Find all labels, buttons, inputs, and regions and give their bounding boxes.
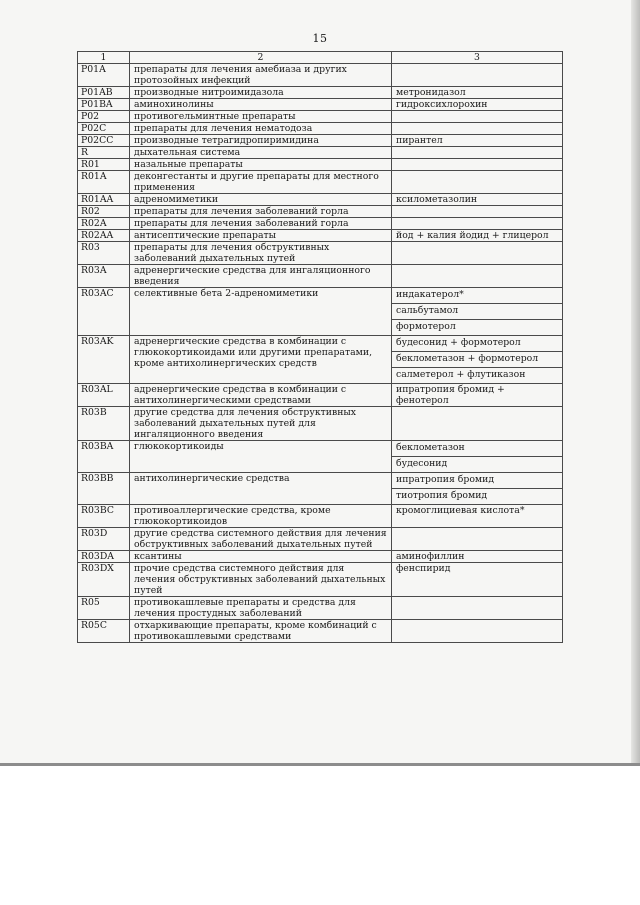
drug-names-cell xyxy=(392,528,563,551)
group-name-cell: ксантины xyxy=(130,551,392,563)
table-row xyxy=(78,265,563,288)
group-name-cell: противоаллергические средства, кроме глюкокортикоидов xyxy=(130,505,392,528)
group-name-cell: препараты для лечения нематодоза xyxy=(130,123,392,135)
atc-code-cell: R xyxy=(78,147,130,159)
table-row xyxy=(78,159,563,171)
atc-code-cell: R05C xyxy=(78,620,130,643)
group-name-cell: селективные бета 2-адреномиметики xyxy=(130,288,392,336)
table-row xyxy=(78,407,563,441)
group-name-cell: препараты для лечения заболеваний горла xyxy=(130,218,392,230)
drug-classification-table xyxy=(77,51,563,643)
drug-names-cell: метронидазол xyxy=(392,87,563,99)
atc-code-cell: R02 xyxy=(78,206,130,218)
table-row xyxy=(78,99,563,111)
atc-code-cell: P01A xyxy=(78,64,130,87)
drug-name: салметерол + флутиказон xyxy=(396,369,526,380)
atc-code-cell: P02C xyxy=(78,123,130,135)
atc-code-cell: R03B xyxy=(78,407,130,441)
table-row xyxy=(78,242,563,265)
table-row xyxy=(78,147,563,159)
group-name-cell: антисептические препараты xyxy=(130,230,392,242)
drug-names-cell xyxy=(392,123,563,135)
group-name-cell: препараты для лечения амебиаза и других протозойных инфекций xyxy=(130,64,392,87)
drug-names-cell xyxy=(392,620,563,643)
group-name-cell: антихолинергические средства xyxy=(130,473,392,505)
table-row xyxy=(78,597,563,620)
group-name-cell: препараты для лечения обструктивных заболеваний дыхательных путей xyxy=(130,242,392,265)
table-row xyxy=(78,111,563,123)
atc-code-cell: R03AC xyxy=(78,288,130,336)
atc-code-cell: R05 xyxy=(78,597,130,620)
group-name-cell: адренергические средства в комбинации с глюкокортикоидами или другими препаратами, кроме антихолинергических средств xyxy=(130,336,392,384)
atc-code-cell: R02A xyxy=(78,218,130,230)
group-name-cell: дыхательная система xyxy=(130,147,392,159)
group-name-cell: противогельминтные препараты xyxy=(130,111,392,123)
group-name-cell: другие средства системного действия для лечения обструктивных заболеваний дыхательных путей xyxy=(130,528,392,551)
table-row xyxy=(78,384,563,407)
drug-names-cell xyxy=(392,265,563,288)
column-header: 1 xyxy=(78,52,130,64)
table-row xyxy=(78,288,563,336)
atc-code-cell: R01AA xyxy=(78,194,130,206)
group-name-cell: адреномиметики xyxy=(130,194,392,206)
group-name-cell: препараты для лечения заболеваний горла xyxy=(130,206,392,218)
column-header: 3 xyxy=(392,52,563,64)
atc-code-cell: R03D xyxy=(78,528,130,551)
atc-code-cell: R03A xyxy=(78,265,130,288)
table-row xyxy=(78,194,563,206)
table-row xyxy=(78,135,563,147)
group-name-cell: глюкокортикоиды xyxy=(130,441,392,473)
drug-names-cell xyxy=(392,336,563,384)
drug-names-cell xyxy=(392,441,563,473)
table-row xyxy=(78,563,563,597)
drug-names-cell xyxy=(392,64,563,87)
drug-names-cell xyxy=(392,407,563,441)
drug-names-cell xyxy=(392,206,563,218)
drug-names-cell: гидроксихлорохин xyxy=(392,99,563,111)
drug-name: ипратропия бромид xyxy=(392,473,562,489)
drug-name: беклометазон xyxy=(392,441,562,457)
atc-code-cell: R03 xyxy=(78,242,130,265)
table-body xyxy=(78,64,563,643)
drug-names-cell: пирантел xyxy=(392,135,563,147)
table-row xyxy=(78,336,563,384)
drug-names-cell: кромоглициевая кислота* xyxy=(392,505,563,528)
drug-names-cell xyxy=(392,218,563,230)
atc-code-cell: R03BB xyxy=(78,473,130,505)
drug-name: будесонид + формотерол xyxy=(392,336,562,352)
group-name-cell: аминохинолины xyxy=(130,99,392,111)
table-row xyxy=(78,473,563,505)
atc-code-cell: R03BC xyxy=(78,505,130,528)
drug-names-cell: ипратропия бромид + фенотерол xyxy=(392,384,563,407)
table-row xyxy=(78,505,563,528)
atc-code-cell: R03DA xyxy=(78,551,130,563)
group-name-cell: адренергические средства в комбинации с антихолинергическими средствами xyxy=(130,384,392,407)
drug-name: будесонид xyxy=(396,458,448,469)
atc-code-cell: R03BA xyxy=(78,441,130,473)
table-row xyxy=(78,528,563,551)
table-row xyxy=(78,64,563,87)
atc-code-cell: R01A xyxy=(78,171,130,194)
drug-names-cell: йод + калия йодид + глицерол xyxy=(392,230,563,242)
group-name-cell: производные тетрагидропиримидина xyxy=(130,135,392,147)
group-name-cell: назальные препараты xyxy=(130,159,392,171)
table-row xyxy=(78,230,563,242)
atc-code-cell: R03AL xyxy=(78,384,130,407)
drug-name: сальбутамол xyxy=(392,304,562,320)
group-name-cell: другие средства для лечения обструктивных заболеваний дыхательных путей для ингаляционного введения xyxy=(130,407,392,441)
group-name-cell: производные нитроимидазола xyxy=(130,87,392,99)
group-name-cell: отхаркивающие препараты, кроме комбинаций с противокашлевыми средствами xyxy=(130,620,392,643)
atc-code-cell: P02 xyxy=(78,111,130,123)
drug-names-cell: фенспирид xyxy=(392,563,563,597)
group-name-cell: прочие средства системного действия для лечения обструктивных заболеваний дыхательных путей xyxy=(130,563,392,597)
atc-code-cell: R01 xyxy=(78,159,130,171)
table-row xyxy=(78,171,563,194)
column-header: 2 xyxy=(130,52,392,64)
group-name-cell: противокашлевые препараты и средства для лечения простудных заболеваний xyxy=(130,597,392,620)
drug-names-cell xyxy=(392,597,563,620)
table-row xyxy=(78,441,563,473)
atc-code-cell: R03AK xyxy=(78,336,130,384)
drug-names-cell: аминофиллин xyxy=(392,551,563,563)
table-row xyxy=(78,218,563,230)
atc-code-cell: P01AB xyxy=(78,87,130,99)
atc-code-cell: R03DX xyxy=(78,563,130,597)
table-header-row xyxy=(78,52,563,64)
table-row xyxy=(78,123,563,135)
drug-names-cell xyxy=(392,288,563,336)
drug-names-cell xyxy=(392,111,563,123)
group-name-cell: адренергические средства для ингаляционного введения xyxy=(130,265,392,288)
drug-names-cell xyxy=(392,159,563,171)
drug-name: беклометазон + формотерол xyxy=(392,352,562,368)
atc-code-cell: P02CC xyxy=(78,135,130,147)
drug-names-cell xyxy=(392,473,563,505)
drug-names-cell: ксилометазолин xyxy=(392,194,563,206)
table-row xyxy=(78,620,563,643)
scan-edge-shadow xyxy=(631,0,640,763)
drug-name: тиотропия бромид xyxy=(396,490,488,501)
drug-name: формотерол xyxy=(396,321,456,332)
atc-code-cell: P01BA xyxy=(78,99,130,111)
table-row xyxy=(78,87,563,99)
drug-name: индакатерол* xyxy=(392,288,562,304)
table-row xyxy=(78,206,563,218)
page-number: 15 xyxy=(312,32,328,45)
drug-names-cell xyxy=(392,147,563,159)
atc-code-cell: R02AA xyxy=(78,230,130,242)
table-row xyxy=(78,551,563,563)
group-name-cell: деконгестанты и другие препараты для местного применения xyxy=(130,171,392,194)
drug-names-cell xyxy=(392,171,563,194)
drug-names-cell xyxy=(392,242,563,265)
